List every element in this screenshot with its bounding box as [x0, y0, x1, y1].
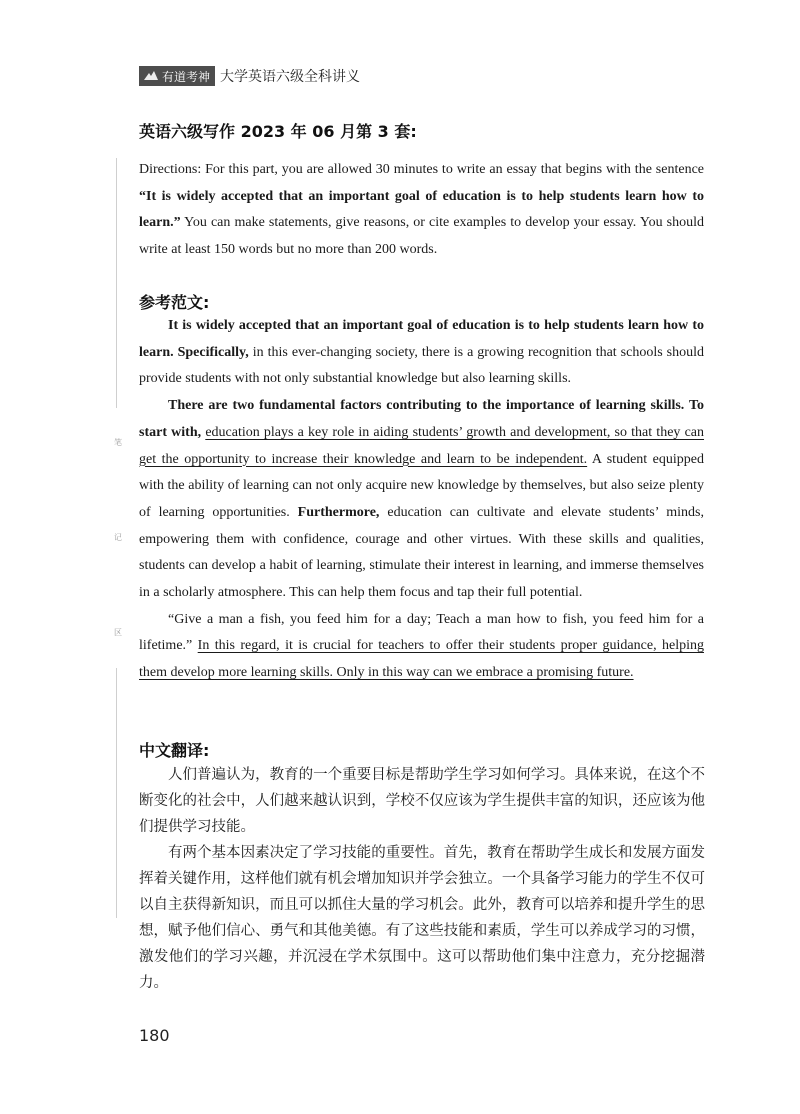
essay-paragraph-2 [139, 393, 704, 607]
translation-paragraph-1: 人们普遍认为，教育的一个重要目标是帮助学生学习如何学习。具体来说，在这个不断变化的社会中，人们越来越认识到，学校不仅应该为学生提供丰富的知识，还应该为他们提供学习技能。 [139, 767, 705, 835]
page-number: 180 [139, 1026, 170, 1045]
directions-prompt: “It is widely accepted that an important goal of education is to help students learn how to learn.” [139, 188, 704, 231]
essay-paragraph-1 [139, 313, 704, 393]
brand-label: 有道考神 [162, 69, 211, 84]
essay-text: in this ever-changing society, there is a growing recognition that schools should provide students with not only substantial knowledge but also learning skills. [139, 344, 704, 387]
notes-margin-label: 笔 [114, 438, 122, 447]
sample-essay [139, 313, 704, 687]
essay-bold-text: It is widely accepted that an important goal of education is to help students learn how to learn. Specifically, [139, 318, 704, 360]
essay-underlined-text: In this regard, it is crucial for teachers to offer their students proper guidance, helping them develop more learning skills. Only in this way can we embrace a promising future. [139, 638, 704, 681]
essay-bold-text: Furthermore, [297, 504, 380, 520]
essay-paragraph-3 [139, 607, 704, 687]
question-title: 英语六级写作 2023 年 06 月第 3 套: [139, 122, 417, 141]
directions-text-2: You can make statements, give reasons, or cite examples to develop your essay. You should write at least 150 words but no more than 200 words. [139, 215, 704, 258]
margin-rule [116, 668, 117, 918]
essay-underlined-text: education plays a key role in aiding students’ growth and development, so that they can get the opportunity to increase their knowledge and learn to be independent. [139, 424, 705, 467]
brand-logo [139, 66, 215, 86]
translation-title: 中文翻译: [139, 741, 210, 760]
chinese-translation [139, 762, 705, 996]
margin-rule [116, 158, 117, 408]
translation-paragraph-2: 有两个基本因素决定了学习技能的重要性。首先，教育在帮助学生成长和发展方面发挥着关键作用，这样他们就有机会增加知识并学会独立。一个具备学习能力的学生不仅可以自主获得新知识，而且可以抓住大量的学习机会。此外，教育可以培养和提升学生的思想，赋予他们信心、勇气和其他美德。有了这些技能和素质，学生可以养成学习的习惯，激发他们的学习兴趣，并沉浸在学术氛围中。这可以帮助他们集中注意力，充分挖掘潜力。 [139, 845, 705, 991]
essay-text: “Give a man a fish, you feed him for a day; Teach a man how to fish, you feed him for a lifetime.” [139, 611, 704, 654]
essay-bold-text: There are two fundamental factors contributing to the importance of learning skills. To start with, [139, 398, 704, 440]
directions-text: Directions: For this part, you are allowed 30 minutes to write an essay that begins with the sentence [139, 162, 704, 177]
directions-block [139, 157, 704, 264]
book-title: 大学英语六级全科讲义 [220, 69, 361, 85]
notes-margin-label: 区 [114, 628, 122, 637]
essay-text: A student equipped with the ability of learning can not only acquire new knowledge by themselves, but also seize plenty of learning opportunities. [139, 451, 704, 520]
notes-margin-label: 记 [114, 533, 122, 542]
page-header [139, 66, 360, 86]
bird-icon [143, 70, 159, 82]
sample-essay-title: 参考范文: [139, 293, 210, 312]
essay-text: education can cultivate and elevate students’ minds, empowering them with confidence, courage and other virtues. With these skills and qualities, students can develop a habit of learning, stimulate their interest in learning, and immerse themselves in a scholarly atmosphere. This can help them focus and tap their full potential. [139, 504, 704, 601]
